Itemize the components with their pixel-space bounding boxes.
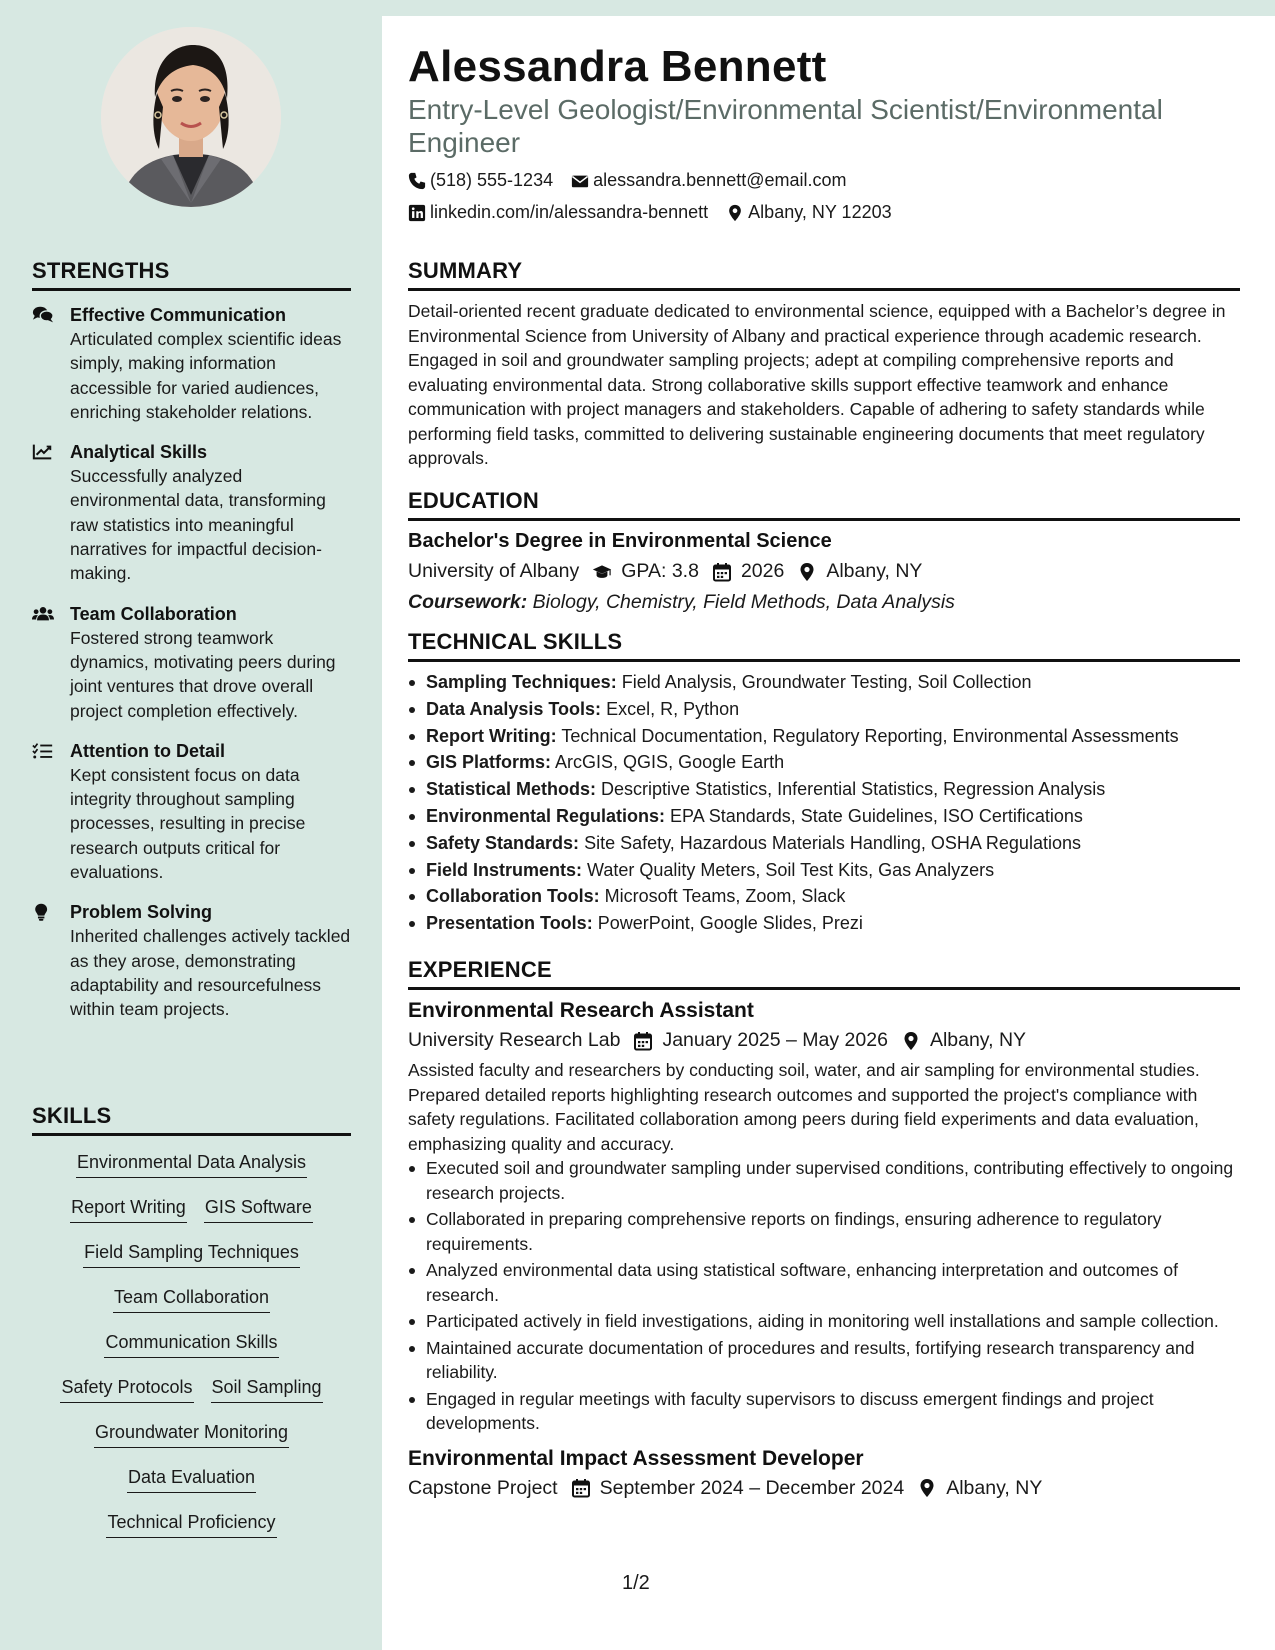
- skill-label: Environmental Regulations:: [426, 805, 666, 826]
- skill-value: EPA Standards, State Guidelines, ISO Certifications: [670, 805, 1083, 826]
- skill-label: Statistical Methods:: [426, 779, 597, 800]
- map-pin-icon: [797, 562, 817, 582]
- education-meta: [408, 560, 1240, 583]
- portrait-illustration: [101, 27, 281, 207]
- job-title: Environmental Impact Assessment Developer: [408, 1446, 864, 1470]
- education-location-text: Albany, NY: [826, 560, 923, 582]
- location-contact: [726, 202, 891, 223]
- graduation-year: [712, 560, 784, 583]
- technical-skills-section: [408, 629, 1240, 938]
- skill-value: Water Quality Meters, Soil Test Kits, Gas Analyzers: [587, 859, 995, 880]
- strength-desc: Articulated complex scientific ideas simply, making information accessible for varied audiences, enriching stakeholder relations.: [70, 329, 342, 422]
- email-contact[interactable]: [571, 170, 846, 191]
- users-icon: [32, 604, 56, 624]
- strength-item: [32, 303, 351, 424]
- strength-title: Problem Solving: [70, 902, 213, 923]
- skill-row: [76, 1150, 307, 1195]
- coursework-label: Coursework:: [408, 591, 528, 613]
- technical-skills-heading: TECHNICAL SKILLS: [408, 629, 1240, 662]
- skill-tag: Report Writing: [70, 1195, 187, 1223]
- skill-row: [113, 1285, 270, 1330]
- candidate-name: Alessandra Bennett: [408, 42, 827, 91]
- degree-title: Bachelor's Degree in Environmental Science: [408, 530, 832, 552]
- skills-list: [32, 1150, 351, 1555]
- list-item: Analyzed environmental data using statistical software, enhancing interpretation and outcomes of research.: [408, 1258, 1240, 1307]
- list-item: [408, 831, 1240, 856]
- job-location-text: Albany, NY: [946, 1476, 1043, 1499]
- strength-desc: Kept consistent focus on data integrity throughout sampling processes, resulting in precise research outputs critical for evaluations.: [70, 764, 306, 883]
- skill-label: Field Instruments:: [426, 859, 583, 880]
- graduation-cap-icon: [592, 562, 612, 582]
- job-dates-text: September 2024 – December 2024: [599, 1476, 905, 1499]
- skill-tag: Soil Sampling: [211, 1375, 323, 1403]
- skill-label: Data Analysis Tools:: [426, 698, 602, 719]
- skill-label: GIS Platforms:: [426, 752, 552, 773]
- chart-line-icon: [32, 442, 56, 462]
- linkedin-text[interactable]: linkedin.com/in/alessandra-bennett: [430, 202, 709, 222]
- skills-section: [32, 1103, 351, 1555]
- experience-section: [408, 957, 1240, 1500]
- list-item: [408, 884, 1240, 909]
- school-text: University of Albany: [408, 560, 580, 582]
- education-heading: EDUCATION: [408, 488, 1240, 521]
- checklist-icon: [32, 741, 56, 761]
- job-meta: [408, 1029, 1240, 1052]
- profile-photo: [101, 27, 281, 207]
- list-item: Engaged in regular meetings with faculty supervisors to discuss emergent findings and project developments.: [408, 1387, 1240, 1436]
- phone-text: (518) 555-1234: [430, 170, 554, 190]
- education-location: [797, 560, 922, 583]
- list-item: [408, 804, 1240, 829]
- coursework: [408, 591, 1240, 614]
- job-location: [901, 1029, 1026, 1052]
- experience-heading: EXPERIENCE: [408, 957, 1240, 990]
- calendar-icon: [633, 1031, 653, 1051]
- strength-desc: Successfully analyzed environmental data, transforming raw statistics into meaningful narratives for impactful decision-making.: [70, 466, 326, 584]
- job-dates: [633, 1029, 888, 1052]
- candidate-role: Entry-Level Geologist/Environmental Scientist/Environmental Engineer: [408, 94, 1163, 158]
- skill-value: Excel, R, Python: [606, 698, 740, 719]
- skill-row: [127, 1465, 256, 1510]
- skill-tag: Data Evaluation: [127, 1465, 256, 1493]
- list-item: [408, 750, 1240, 775]
- linkedin-icon: [408, 204, 426, 222]
- strengths-heading: STRENGTHS: [32, 258, 351, 291]
- skill-tag: GIS Software: [204, 1195, 313, 1223]
- strength-title: Attention to Detail: [70, 740, 225, 761]
- job-location: [917, 1477, 1042, 1500]
- skills-heading: SKILLS: [32, 1103, 351, 1136]
- comments-icon: [32, 305, 56, 325]
- skill-label: Sampling Techniques:: [426, 672, 617, 692]
- lightbulb-icon: [32, 902, 56, 922]
- map-pin-icon: [901, 1031, 921, 1051]
- strength-item: [32, 602, 351, 723]
- job-description: Assisted faculty and researchers by conducting soil, water, and air sampling for environmental studies. Prepared detailed reports highlighting research outcomes and supported the project's compliance with safety regulations. Facilitated collaboration among peers during field experiments and data evaluation, emphasizing quality and accuracy.: [408, 1060, 1200, 1154]
- strength-item: [32, 440, 351, 585]
- summary-text: Detail-oriented recent graduate dedicated to environmental science, equipped with a Bachelor’s degree in Environmental Science from University of Albany and practical experience through academic research. Engaged in soil and groundwater sampling projects; adept at compiling comprehensive reports and evaluating environmental data. Strong collaborative skills support effective teamwork and enhance communication with project managers and stakeholders. Capable of adhering to safety standards while performing field tasks, committed to delivering sustainable engineering documents that meet regulatory approvals.: [408, 301, 1226, 468]
- gpa: [592, 560, 699, 583]
- skill-value: Technical Documentation, Regulatory Reporting, Environmental Assessments: [561, 725, 1179, 746]
- contact-row-2: [408, 202, 910, 223]
- list-item: Executed soil and groundwater sampling under supervised conditions, contributing effectively to ongoing research projects.: [408, 1156, 1240, 1205]
- strength-title: Effective Communication: [70, 305, 287, 325]
- skill-value: Field Analysis, Groundwater Testing, Soil Collection: [621, 672, 1032, 692]
- skill-tag: Field Sampling Techniques: [83, 1240, 300, 1268]
- skill-tag: Technical Proficiency: [106, 1510, 276, 1538]
- skill-tag: Groundwater Monitoring: [94, 1420, 289, 1448]
- list-item: [408, 858, 1240, 883]
- strength-item: [32, 900, 351, 1021]
- job-dates: [571, 1477, 905, 1500]
- skill-value: PowerPoint, Google Slides, Prezi: [597, 913, 863, 934]
- email-text[interactable]: alessandra.bennett@email.com: [593, 170, 847, 190]
- skill-tag: Team Collaboration: [113, 1285, 270, 1313]
- job-location-text: Albany, NY: [929, 1029, 1027, 1051]
- top-band: [382, 0, 1275, 16]
- job-org: [408, 1029, 620, 1052]
- skill-value: Site Safety, Hazardous Materials Handling, OSHA Regulations: [584, 832, 1081, 853]
- job-org-text: University Research Lab: [408, 1029, 621, 1051]
- list-item: Participated actively in field investigations, aiding in monitoring well installations and sample collection.: [408, 1309, 1240, 1334]
- skill-row: [94, 1420, 289, 1465]
- technical-skills-list: [408, 670, 1240, 936]
- calendar-icon: [571, 1478, 591, 1498]
- page-number: 1/2: [622, 1572, 650, 1594]
- phone-contact: [408, 170, 553, 191]
- calendar-icon: [712, 562, 732, 582]
- strength-title: Team Collaboration: [70, 603, 237, 624]
- job-title: Environmental Research Assistant: [408, 999, 754, 1022]
- job-org-text: Capstone Project: [408, 1476, 558, 1499]
- strengths-section: [32, 258, 351, 1022]
- skill-value: Microsoft Teams, Zoom, Slack: [604, 886, 846, 907]
- strength-item: [32, 739, 351, 884]
- list-item: [408, 670, 1240, 695]
- phone-icon: [408, 172, 426, 190]
- strength-title: Analytical Skills: [70, 442, 208, 463]
- year-text: 2026: [740, 560, 785, 582]
- skill-label: Safety Standards:: [426, 832, 580, 853]
- list-item: Maintained accurate documentation of procedures and results, fortifying research transparency and reliability.: [408, 1336, 1240, 1385]
- contact-row-1: [408, 170, 865, 191]
- skill-row: [106, 1510, 276, 1555]
- skill-value: Descriptive Statistics, Inferential Statistics, Regression Analysis: [601, 779, 1106, 800]
- list-item: Collaborated in preparing comprehensive reports on findings, ensuring adherence to regulatory requirements.: [408, 1207, 1240, 1256]
- skill-row: [104, 1330, 278, 1375]
- map-pin-icon: [917, 1478, 937, 1498]
- job-org: [408, 1477, 558, 1500]
- skill-row: [83, 1240, 300, 1285]
- strength-desc: Inherited challenges actively tackled as they arose, demonstrating adaptability and resourcefulness within team projects.: [70, 926, 351, 1020]
- skill-label: Presentation Tools:: [426, 913, 593, 934]
- skill-label: Report Writing:: [426, 725, 557, 746]
- education-section: [408, 488, 1240, 614]
- skill-tag: Communication Skills: [104, 1330, 278, 1358]
- map-pin-icon: [726, 204, 744, 222]
- skill-row: [60, 1375, 322, 1420]
- skill-value: ArcGIS, QGIS, Google Earth: [555, 752, 785, 773]
- skill-tag: Environmental Data Analysis: [76, 1150, 307, 1178]
- summary-section: [408, 258, 1240, 471]
- coursework-text: Biology, Chemistry, Field Methods, Data Analysis: [532, 591, 955, 613]
- linkedin-contact[interactable]: [408, 202, 708, 223]
- skill-row: [70, 1195, 313, 1240]
- job-dates-text: January 2025 – May 2026: [662, 1029, 888, 1051]
- skill-tag: Safety Protocols: [60, 1375, 193, 1403]
- list-item: [408, 697, 1240, 722]
- school-name: [408, 560, 579, 583]
- gpa-text: GPA: 3.8: [621, 560, 699, 582]
- summary-heading: SUMMARY: [408, 258, 1240, 291]
- list-item: [408, 911, 1240, 936]
- list-item: [408, 777, 1240, 802]
- envelope-icon: [571, 172, 589, 190]
- job-bullets: [408, 1156, 1240, 1436]
- list-item: [408, 724, 1240, 749]
- strength-desc: Fostered strong teamwork dynamics, motivating peers during joint ventures that drove overall project completion effectively.: [70, 627, 336, 721]
- skill-label: Collaboration Tools:: [426, 886, 600, 907]
- job-meta: [408, 1477, 1240, 1500]
- location-text: Albany, NY 12203: [748, 202, 892, 222]
